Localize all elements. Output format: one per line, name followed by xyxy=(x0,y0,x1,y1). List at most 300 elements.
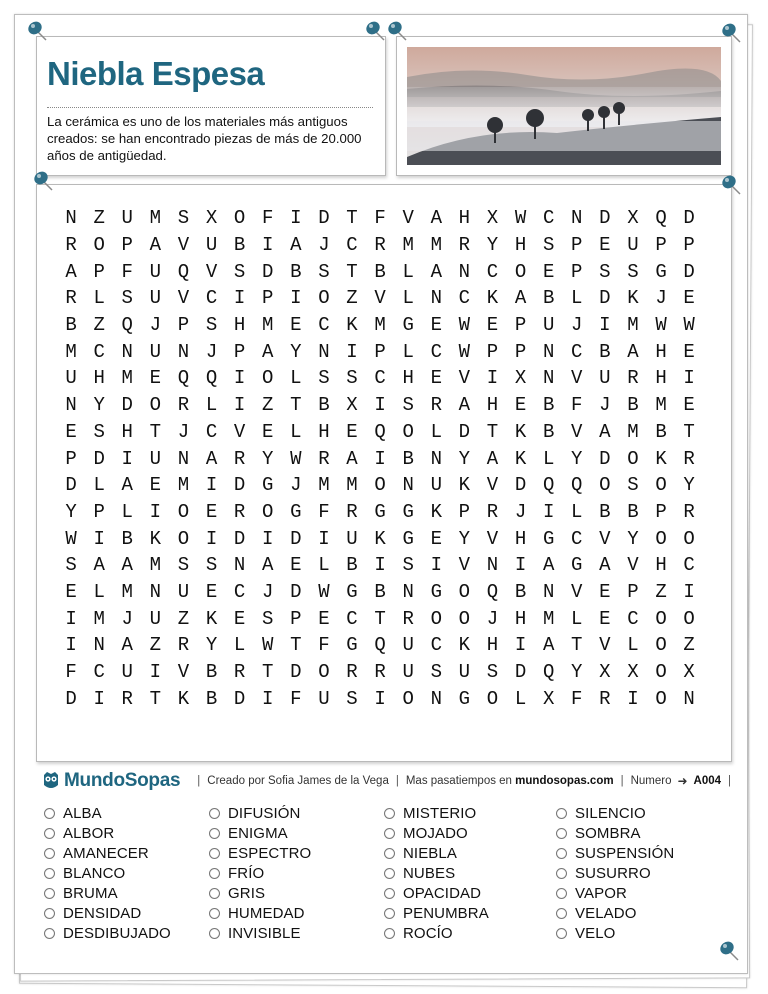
grid-letter[interactable]: Z xyxy=(93,314,105,337)
grid-letter[interactable]: I xyxy=(486,367,499,390)
grid-letter[interactable]: L xyxy=(402,260,414,283)
grid-letter[interactable]: B xyxy=(346,554,358,577)
grid-letter[interactable]: I xyxy=(233,367,246,390)
grid-letter[interactable]: H xyxy=(486,394,499,417)
grid-letter[interactable]: S xyxy=(542,234,555,257)
grid-letter[interactable]: L xyxy=(93,474,105,497)
grid-letter[interactable]: L xyxy=(627,634,639,657)
grid-letter[interactable]: C xyxy=(542,207,555,230)
word-list-item[interactable] xyxy=(556,923,726,943)
grid-letter[interactable]: D xyxy=(683,207,695,230)
grid-letter[interactable]: K xyxy=(205,607,218,630)
grid-letter[interactable]: P xyxy=(93,500,105,523)
grid-letter[interactable]: B xyxy=(514,580,527,603)
grid-letter[interactable]: A xyxy=(262,554,274,577)
grid-letter[interactable]: E xyxy=(430,314,442,337)
grid-letter[interactable]: Q xyxy=(177,367,190,390)
grid-letter[interactable]: C xyxy=(683,554,695,577)
grid-letter[interactable]: E xyxy=(599,580,611,603)
grid-letter[interactable]: P xyxy=(514,314,527,337)
grid-letter[interactable]: P xyxy=(262,287,274,310)
grid-letter[interactable]: O xyxy=(655,661,667,684)
circle-checkbox-icon[interactable] xyxy=(44,908,55,919)
grid-letter[interactable]: O xyxy=(149,394,162,417)
word-list-item[interactable] xyxy=(209,923,384,943)
grid-letter[interactable]: N xyxy=(542,580,555,603)
site-link[interactable]: mundosopas.com xyxy=(515,775,614,787)
grid-letter[interactable]: B xyxy=(542,420,555,443)
grid-letter[interactable]: N xyxy=(402,580,414,603)
grid-letter[interactable]: I xyxy=(514,634,527,657)
grid-letter[interactable]: M xyxy=(542,607,555,630)
grid-letter[interactable]: T xyxy=(571,634,583,657)
grid-letter[interactable]: T xyxy=(683,420,695,443)
grid-letter[interactable]: Y xyxy=(93,394,105,417)
grid-letter[interactable]: U xyxy=(149,340,162,363)
grid-letter[interactable]: X xyxy=(627,661,639,684)
grid-letter[interactable]: Q xyxy=(121,314,133,337)
grid-letter[interactable]: P xyxy=(514,340,527,363)
grid-letter[interactable]: B xyxy=(599,500,611,523)
grid-letter[interactable]: M xyxy=(262,314,274,337)
word-list-item[interactable] xyxy=(556,823,726,843)
grid-letter[interactable]: I xyxy=(93,527,105,550)
grid-letter[interactable]: K xyxy=(514,447,527,470)
grid-letter[interactable]: E xyxy=(430,367,442,390)
grid-letter[interactable]: S xyxy=(402,554,414,577)
circle-checkbox-icon[interactable] xyxy=(384,888,395,899)
grid-letter[interactable]: O xyxy=(374,474,386,497)
grid-letter[interactable]: Y xyxy=(683,474,695,497)
grid-letter[interactable]: T xyxy=(290,394,302,417)
grid-letter[interactable]: K xyxy=(374,527,386,550)
circle-checkbox-icon[interactable] xyxy=(44,848,55,859)
grid-letter[interactable]: S xyxy=(402,394,414,417)
circle-checkbox-icon[interactable] xyxy=(209,808,220,819)
grid-letter[interactable]: D xyxy=(290,661,302,684)
grid-letter[interactable]: I xyxy=(262,687,274,710)
circle-checkbox-icon[interactable] xyxy=(44,808,55,819)
grid-letter[interactable]: M xyxy=(318,474,330,497)
grid-letter[interactable]: I xyxy=(149,500,162,523)
word-list-item[interactable] xyxy=(44,843,209,863)
grid-letter[interactable]: B xyxy=(121,527,133,550)
grid-letter[interactable]: Y xyxy=(290,340,302,363)
grid-letter[interactable]: L xyxy=(93,287,105,310)
grid-letter[interactable]: U xyxy=(149,447,162,470)
grid-letter[interactable]: Q xyxy=(486,580,499,603)
word-list-item[interactable] xyxy=(209,823,384,843)
grid-letter[interactable]: C xyxy=(233,580,246,603)
word-list-item[interactable] xyxy=(209,863,384,883)
grid-letter[interactable]: J xyxy=(655,287,667,310)
word-list-item[interactable] xyxy=(556,843,726,863)
grid-letter[interactable]: Y xyxy=(627,527,639,550)
grid-letter[interactable]: R xyxy=(233,661,246,684)
grid-letter[interactable]: Y xyxy=(486,234,499,257)
grid-letter[interactable]: O xyxy=(486,687,499,710)
grid-letter[interactable]: I xyxy=(149,661,162,684)
grid-letter[interactable]: J xyxy=(599,394,611,417)
grid-letter[interactable]: R xyxy=(402,607,414,630)
circle-checkbox-icon[interactable] xyxy=(209,828,220,839)
grid-letter[interactable]: C xyxy=(318,314,330,337)
grid-letter[interactable]: D xyxy=(262,260,274,283)
circle-checkbox-icon[interactable] xyxy=(384,828,395,839)
grid-letter[interactable]: O xyxy=(318,661,330,684)
grid-letter[interactable]: R xyxy=(683,500,695,523)
grid-letter[interactable]: A xyxy=(93,554,105,577)
grid-letter[interactable]: K xyxy=(655,447,667,470)
grid-letter[interactable]: P xyxy=(655,234,667,257)
circle-checkbox-icon[interactable] xyxy=(209,928,220,939)
grid-letter[interactable]: C xyxy=(458,287,471,310)
grid-letter[interactable]: J xyxy=(177,420,190,443)
grid-letter[interactable]: B xyxy=(627,394,639,417)
grid-letter[interactable]: C xyxy=(205,420,218,443)
grid-letter[interactable]: Y xyxy=(458,447,471,470)
grid-letter[interactable]: Q xyxy=(205,367,218,390)
grid-letter[interactable]: A xyxy=(290,234,302,257)
grid-letter[interactable]: J xyxy=(486,607,499,630)
grid-letter[interactable]: K xyxy=(149,527,162,550)
grid-letter[interactable]: P xyxy=(683,234,695,257)
grid-letter[interactable]: I xyxy=(233,394,246,417)
grid-letter[interactable]: Z xyxy=(93,207,105,230)
grid-letter[interactable]: L xyxy=(514,687,527,710)
grid-letter[interactable]: N xyxy=(542,340,555,363)
grid-letter[interactable]: A xyxy=(599,554,611,577)
grid-letter[interactable]: V xyxy=(599,634,611,657)
grid-letter[interactable]: N xyxy=(65,394,77,417)
grid-letter[interactable]: P xyxy=(458,500,471,523)
grid-letter[interactable]: E xyxy=(205,580,218,603)
word-list-item[interactable] xyxy=(384,863,556,883)
grid-letter[interactable]: U xyxy=(346,527,358,550)
grid-letter[interactable]: E xyxy=(290,554,302,577)
grid-letter[interactable]: M xyxy=(627,420,639,443)
grid-letter[interactable]: I xyxy=(374,447,386,470)
grid-letter[interactable]: U xyxy=(542,314,555,337)
grid-letter[interactable]: D xyxy=(458,420,471,443)
grid-letter[interactable]: R xyxy=(318,447,330,470)
grid-letter[interactable]: A xyxy=(346,447,358,470)
grid-letter[interactable]: H xyxy=(655,367,667,390)
grid-letter[interactable]: S xyxy=(346,367,358,390)
grid-letter[interactable]: Y xyxy=(571,661,583,684)
grid-letter[interactable]: P xyxy=(233,340,246,363)
grid-letter[interactable]: B xyxy=(233,234,246,257)
grid-letter[interactable]: W xyxy=(290,447,302,470)
grid-letter[interactable]: Q xyxy=(374,420,386,443)
grid-letter[interactable]: N xyxy=(121,340,133,363)
grid-letter[interactable]: K xyxy=(177,687,190,710)
grid-letter[interactable]: E xyxy=(205,500,218,523)
grid-letter[interactable]: O xyxy=(627,447,639,470)
grid-letter[interactable]: D xyxy=(290,527,302,550)
grid-letter[interactable]: H xyxy=(655,554,667,577)
grid-letter[interactable]: V xyxy=(458,367,471,390)
grid-letter[interactable]: J xyxy=(290,474,302,497)
grid-letter[interactable]: M xyxy=(65,340,77,363)
word-list-item[interactable] xyxy=(384,883,556,903)
grid-letter[interactable]: A xyxy=(121,474,133,497)
grid-letter[interactable]: L xyxy=(290,420,302,443)
grid-letter[interactable]: P xyxy=(374,340,386,363)
word-list-item[interactable] xyxy=(556,903,726,923)
grid-letter[interactable]: L xyxy=(402,287,414,310)
grid-letter[interactable]: N xyxy=(177,340,190,363)
grid-letter[interactable]: S xyxy=(205,554,218,577)
grid-letter[interactable]: D xyxy=(599,287,611,310)
grid-letter[interactable]: Q xyxy=(542,661,555,684)
grid-letter[interactable]: A xyxy=(458,394,471,417)
circle-checkbox-icon[interactable] xyxy=(384,908,395,919)
grid-letter[interactable]: V xyxy=(571,420,583,443)
grid-letter[interactable]: D xyxy=(233,474,246,497)
grid-letter[interactable]: K xyxy=(430,500,442,523)
grid-letter[interactable]: R xyxy=(233,500,246,523)
grid-letter[interactable]: E xyxy=(486,314,499,337)
grid-letter[interactable]: E xyxy=(430,527,442,550)
grid-letter[interactable]: S xyxy=(627,260,639,283)
grid-letter[interactable]: F xyxy=(290,687,302,710)
grid-letter[interactable]: H xyxy=(486,634,499,657)
grid-letter[interactable]: P xyxy=(65,447,77,470)
grid-letter[interactable]: Z xyxy=(683,634,695,657)
grid-letter[interactable]: O xyxy=(655,474,667,497)
grid-letter[interactable]: R xyxy=(683,447,695,470)
grid-letter[interactable]: B xyxy=(542,287,555,310)
grid-letter[interactable]: I xyxy=(65,634,77,657)
grid-letter[interactable]: S xyxy=(177,554,190,577)
grid-letter[interactable]: J xyxy=(121,607,133,630)
grid-letter[interactable]: M xyxy=(346,474,358,497)
grid-letter[interactable]: N xyxy=(430,447,442,470)
grid-letter[interactable]: B xyxy=(205,687,218,710)
grid-letter[interactable]: E xyxy=(542,260,555,283)
grid-letter[interactable]: I xyxy=(93,687,105,710)
grid-letter[interactable]: S xyxy=(205,314,218,337)
grid-letter[interactable]: E xyxy=(599,607,611,630)
grid-letter[interactable]: T xyxy=(262,661,274,684)
grid-letter[interactable]: I xyxy=(346,340,358,363)
grid-letter[interactable]: Y xyxy=(205,634,218,657)
grid-letter[interactable]: Z xyxy=(262,394,274,417)
grid-letter[interactable]: V xyxy=(177,287,190,310)
grid-letter[interactable]: G xyxy=(290,500,302,523)
grid-letter[interactable]: K xyxy=(514,420,527,443)
word-list-item[interactable] xyxy=(44,823,209,843)
grid-letter[interactable]: Q xyxy=(374,634,386,657)
word-list-item[interactable] xyxy=(44,883,209,903)
grid-letter[interactable]: B xyxy=(655,420,667,443)
grid-letter[interactable]: S xyxy=(318,367,330,390)
grid-letter[interactable]: M xyxy=(121,580,133,603)
word-list-item[interactable] xyxy=(44,923,209,943)
grid-letter[interactable]: A xyxy=(627,340,639,363)
grid-letter[interactable]: G xyxy=(402,527,414,550)
grid-letter[interactable]: P xyxy=(486,340,499,363)
grid-letter[interactable]: G xyxy=(402,500,414,523)
grid-letter[interactable]: Z xyxy=(346,287,358,310)
circle-checkbox-icon[interactable] xyxy=(209,908,220,919)
grid-letter[interactable]: G xyxy=(374,500,386,523)
grid-letter[interactable]: H xyxy=(93,367,105,390)
grid-letter[interactable]: N xyxy=(318,340,330,363)
grid-letter[interactable]: V xyxy=(627,554,639,577)
grid-letter[interactable]: Q xyxy=(655,207,667,230)
grid-letter[interactable]: G xyxy=(655,260,667,283)
grid-letter[interactable]: H xyxy=(514,607,527,630)
grid-letter[interactable]: L xyxy=(318,554,330,577)
grid-letter[interactable]: U xyxy=(627,234,639,257)
grid-letter[interactable]: S xyxy=(65,554,77,577)
word-list-item[interactable] xyxy=(209,903,384,923)
grid-letter[interactable]: W xyxy=(318,580,330,603)
grid-letter[interactable]: E xyxy=(683,287,695,310)
grid-letter[interactable]: P xyxy=(177,314,190,337)
grid-letter[interactable]: I xyxy=(262,527,274,550)
grid-letter[interactable]: X xyxy=(486,207,499,230)
grid-letter[interactable]: C xyxy=(627,607,639,630)
grid-letter[interactable]: U xyxy=(458,661,471,684)
grid-letter[interactable]: N xyxy=(430,287,442,310)
grid-letter[interactable]: N xyxy=(571,207,583,230)
grid-letter[interactable]: Y xyxy=(458,527,471,550)
grid-letter[interactable]: R xyxy=(346,500,358,523)
grid-letter[interactable]: U xyxy=(149,260,162,283)
grid-letter[interactable]: C xyxy=(486,260,499,283)
grid-letter[interactable]: C xyxy=(205,287,218,310)
grid-letter[interactable]: E xyxy=(149,367,162,390)
grid-letter[interactable]: O xyxy=(430,607,442,630)
grid-letter[interactable]: D xyxy=(233,687,246,710)
grid-letter[interactable]: T xyxy=(346,260,358,283)
grid-letter[interactable]: V xyxy=(177,661,190,684)
grid-letter[interactable]: D xyxy=(599,207,611,230)
grid-letter[interactable]: S xyxy=(486,661,499,684)
grid-letter[interactable]: B xyxy=(542,394,555,417)
grid-letter[interactable]: R xyxy=(374,661,386,684)
grid-letter[interactable]: S xyxy=(346,687,358,710)
grid-letter[interactable]: X xyxy=(514,367,527,390)
grid-letter[interactable]: O xyxy=(233,207,246,230)
grid-letter[interactable]: F xyxy=(318,500,330,523)
circle-checkbox-icon[interactable] xyxy=(556,808,567,819)
grid-letter[interactable]: W xyxy=(458,340,471,363)
grid-letter[interactable]: A xyxy=(486,447,499,470)
grid-letter[interactable]: B xyxy=(374,580,386,603)
grid-letter[interactable]: A xyxy=(121,554,133,577)
grid-letter[interactable]: X xyxy=(683,661,695,684)
grid-letter[interactable]: B xyxy=(402,447,414,470)
grid-letter[interactable]: I xyxy=(205,474,218,497)
circle-checkbox-icon[interactable] xyxy=(556,928,567,939)
grid-letter[interactable]: L xyxy=(571,287,583,310)
grid-letter[interactable]: K xyxy=(458,474,471,497)
grid-letter[interactable]: A xyxy=(430,260,442,283)
grid-letter[interactable]: G xyxy=(402,314,414,337)
grid-letter[interactable]: J xyxy=(514,500,527,523)
grid-letter[interactable]: L xyxy=(402,340,414,363)
word-list-item[interactable] xyxy=(44,863,209,883)
grid-letter[interactable]: M xyxy=(627,314,639,337)
grid-letter[interactable]: C xyxy=(346,234,358,257)
grid-letter[interactable]: L xyxy=(233,634,246,657)
grid-letter[interactable]: Z xyxy=(149,634,162,657)
grid-letter[interactable]: I xyxy=(121,447,133,470)
grid-letter[interactable]: V xyxy=(571,367,583,390)
grid-letter[interactable]: H xyxy=(318,420,330,443)
grid-letter[interactable]: U xyxy=(430,474,442,497)
grid-letter[interactable]: G xyxy=(430,580,442,603)
grid-letter[interactable]: L xyxy=(205,394,218,417)
grid-letter[interactable]: A xyxy=(430,207,442,230)
grid-letter[interactable]: L xyxy=(290,367,302,390)
grid-letter[interactable]: X xyxy=(346,394,358,417)
grid-letter[interactable]: S xyxy=(262,607,274,630)
grid-letter[interactable]: E xyxy=(514,394,527,417)
grid-letter[interactable]: S xyxy=(430,661,442,684)
grid-letter[interactable]: P xyxy=(290,607,302,630)
grid-letter[interactable]: Q xyxy=(177,260,190,283)
grid-letter[interactable]: M xyxy=(149,207,162,230)
grid-letter[interactable]: U xyxy=(402,661,414,684)
grid-letter[interactable]: U xyxy=(205,234,218,257)
circle-checkbox-icon[interactable] xyxy=(384,868,395,879)
grid-letter[interactable]: M xyxy=(374,314,386,337)
grid-letter[interactable]: X xyxy=(627,207,639,230)
grid-letter[interactable]: O xyxy=(599,474,611,497)
grid-letter[interactable]: L xyxy=(542,447,555,470)
grid-letter[interactable]: X xyxy=(205,207,218,230)
grid-letter[interactable]: D xyxy=(290,580,302,603)
grid-letter[interactable]: E xyxy=(149,474,162,497)
grid-letter[interactable]: D xyxy=(233,527,246,550)
grid-letter[interactable]: A xyxy=(65,260,77,283)
grid-letter[interactable]: K xyxy=(486,287,499,310)
grid-letter[interactable]: N xyxy=(149,580,162,603)
grid-letter[interactable]: G xyxy=(458,687,471,710)
grid-letter[interactable]: O xyxy=(683,527,695,550)
grid-letter[interactable]: V xyxy=(571,580,583,603)
grid-letter[interactable]: W xyxy=(262,634,274,657)
grid-letter[interactable]: U xyxy=(149,287,162,310)
grid-letter[interactable]: U xyxy=(121,207,133,230)
grid-letter[interactable]: G xyxy=(262,474,274,497)
grid-letter[interactable]: P xyxy=(571,260,583,283)
grid-letter[interactable]: L xyxy=(571,500,583,523)
grid-letter[interactable]: C xyxy=(571,527,583,550)
grid-letter[interactable]: H xyxy=(402,367,414,390)
grid-letter[interactable]: I xyxy=(627,687,639,710)
grid-letter[interactable]: T xyxy=(290,634,302,657)
grid-letter[interactable]: V xyxy=(458,554,471,577)
grid-letter[interactable]: S xyxy=(233,260,246,283)
grid-letter[interactable]: T xyxy=(486,420,499,443)
grid-letter[interactable]: D xyxy=(93,447,105,470)
grid-letter[interactable]: S xyxy=(121,287,133,310)
grid-letter[interactable]: Y xyxy=(262,447,274,470)
grid-letter[interactable]: O xyxy=(683,607,695,630)
grid-letter[interactable]: J xyxy=(205,340,218,363)
grid-letter[interactable]: M xyxy=(177,474,190,497)
grid-letter[interactable]: T xyxy=(374,607,386,630)
grid-letter[interactable]: C xyxy=(571,340,583,363)
grid-letter[interactable]: B xyxy=(65,314,77,337)
circle-checkbox-icon[interactable] xyxy=(44,828,55,839)
